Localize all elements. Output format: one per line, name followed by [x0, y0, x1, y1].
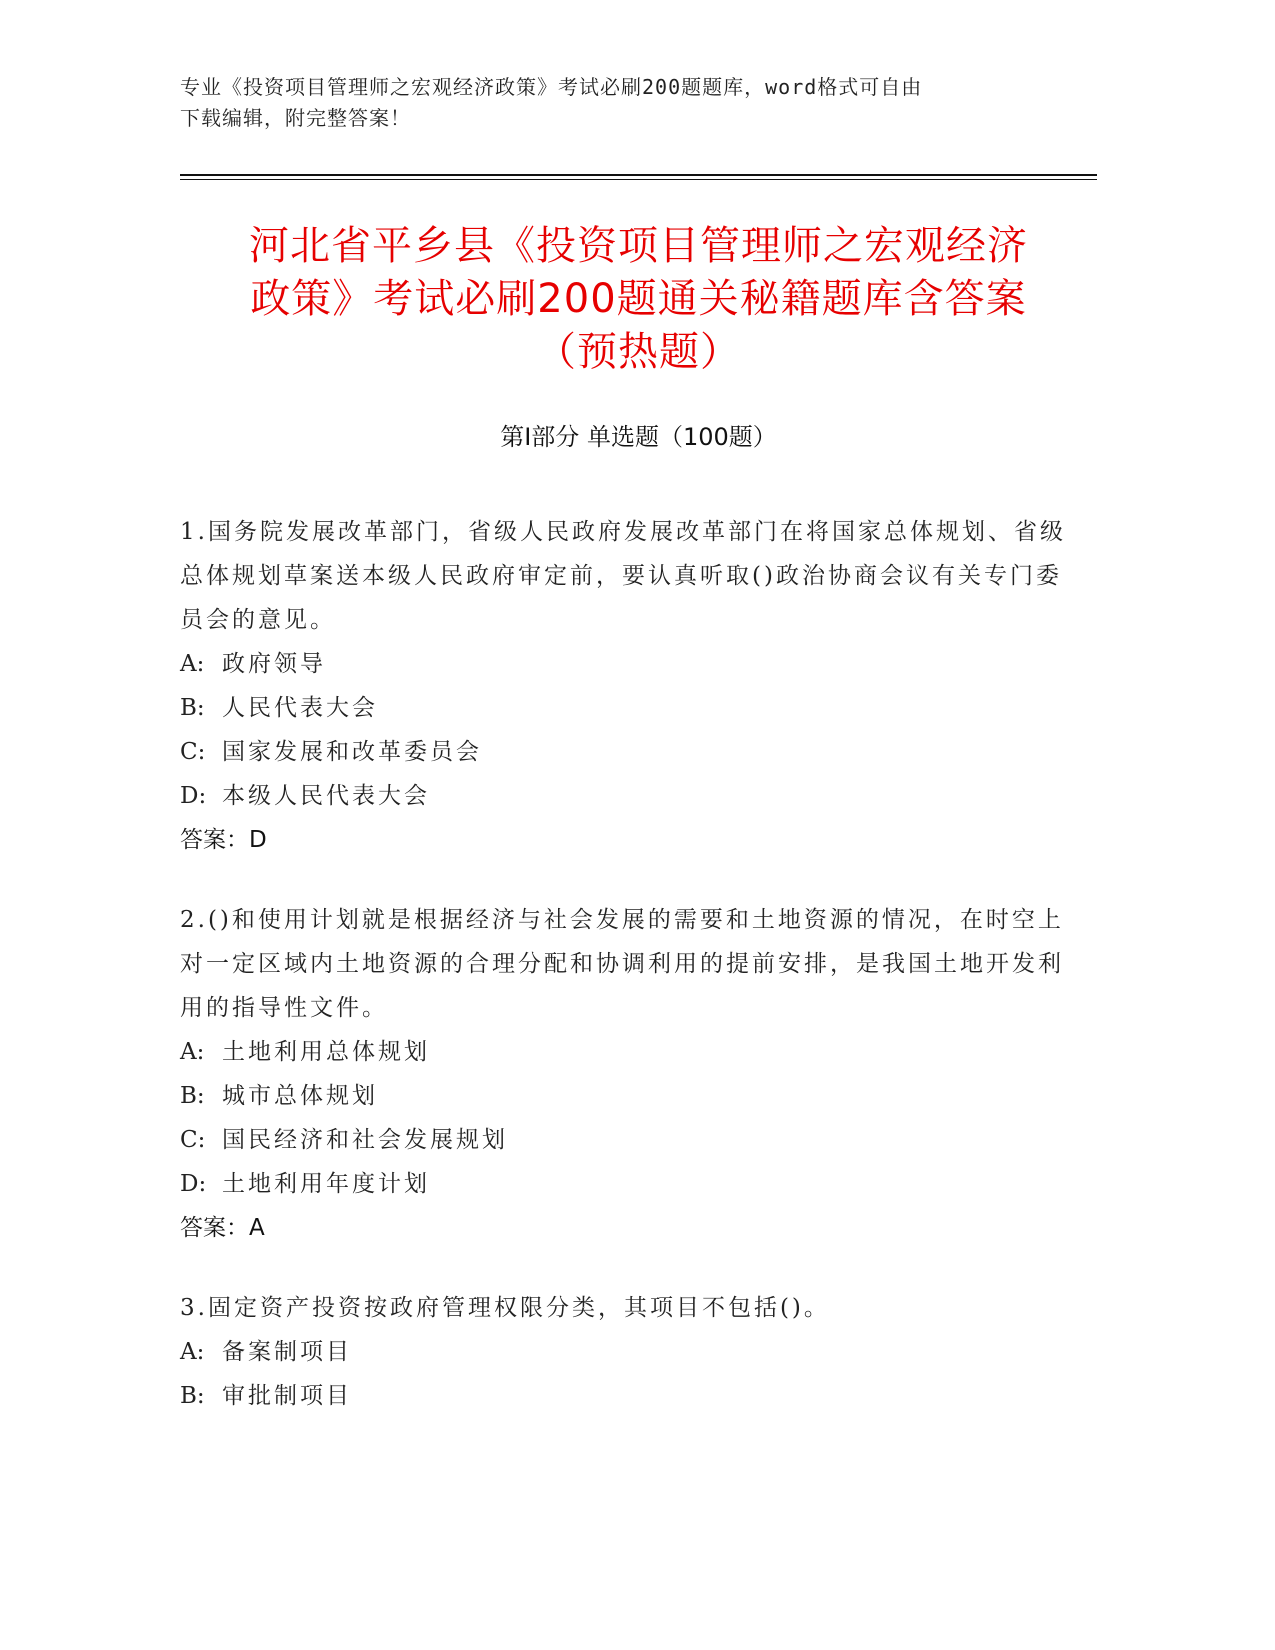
option-c [180, 1118, 1080, 1162]
option-d [180, 1162, 1080, 1206]
question-3 [180, 1286, 1080, 1418]
title-line-1: 河北省平乡县《投资项目管理师之宏观经济 [249, 223, 1028, 269]
header-divider-thick [180, 174, 1097, 176]
title-line-3: （预热题） [536, 329, 741, 375]
option-key: A: [180, 651, 205, 677]
question-1 [180, 510, 1080, 862]
option-text: 国家发展和改革委员会 [222, 739, 482, 765]
question-2 [180, 898, 1080, 1250]
option-key: D: [180, 783, 207, 809]
option-text: 审批制项目 [222, 1383, 352, 1409]
option-key: B: [180, 695, 205, 721]
question-stem: 3.固定资产投资按政府管理权限分类，其项目不包括()。 [180, 1295, 830, 1321]
option-text: 国民经济和社会发展规划 [222, 1127, 508, 1153]
option-key: D: [180, 1171, 207, 1197]
option-c [180, 730, 1080, 774]
option-key: C: [180, 1127, 206, 1153]
option-text: 备案制项目 [222, 1339, 352, 1365]
option-key: B: [180, 1383, 205, 1409]
option-text: 土地利用总体规划 [222, 1039, 430, 1065]
option-key: C: [180, 739, 206, 765]
option-text: 土地利用年度计划 [222, 1171, 430, 1197]
title-line-2: 政策》考试必刷200题通关秘籍题库含答案 [250, 276, 1027, 322]
option-text: 人民代表大会 [222, 695, 378, 721]
option-key: A: [180, 1339, 205, 1365]
section-heading: 第Ⅰ部分 单选题（100题） [500, 423, 777, 451]
option-b [180, 1374, 1080, 1418]
option-text: 本级人民代表大会 [222, 783, 430, 809]
header-line-2: 下载编辑，附完整答案！ [180, 106, 411, 130]
header-line-1: 专业《投资项目管理师之宏观经济政策》考试必刷200题题库，word格式可自由 [180, 75, 923, 99]
document-header [180, 72, 1060, 134]
option-b [180, 686, 1080, 730]
option-key: B: [180, 1083, 205, 1109]
option-a [180, 642, 1080, 686]
document-title [180, 220, 1097, 379]
question-stem: 2.()和使用计划就是根据经济与社会发展的需要和土地资源的情况，在时空上对一定区域内土地资源的合理分配和协调利用的提前安排，是我国土地开发利用的指导性文件。 [180, 907, 1064, 1021]
option-b [180, 1074, 1080, 1118]
question-stem: 1.国务院发展改革部门，省级人民政府发展改革部门在将国家总体规划、省级总体规划草案送本级人民政府审定前，要认真听取()政治协商会议有关专门委员会的意见。 [180, 519, 1066, 633]
header-divider-thin [180, 179, 1097, 180]
answer-line: 答案：D [180, 827, 267, 853]
option-a [180, 1030, 1080, 1074]
answer-line: 答案：A [180, 1215, 265, 1241]
option-a [180, 1330, 1080, 1374]
question-list [180, 510, 1080, 1454]
option-text: 政府领导 [222, 651, 326, 677]
option-d [180, 774, 1080, 818]
option-key: A: [180, 1039, 205, 1065]
option-text: 城市总体规划 [222, 1083, 378, 1109]
